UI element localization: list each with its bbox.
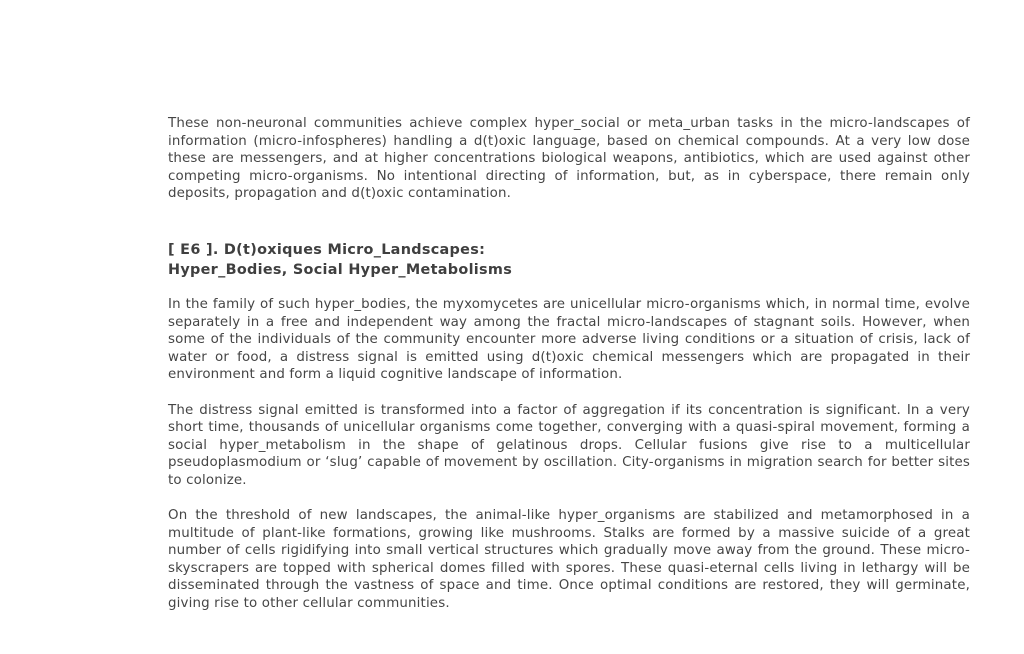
body-paragraph-2: The distress signal emitted is transformed into a factor of aggregation if its concentration is significant. In a very short time, thousands of unicellular organisms come together, converging with a quasi-spiral movement, forming a social hyper_metabolism in the shape of gelatinous drops. Cellular fusions give rise to a multicellular pseudoplasmodium or ‘slug’ capable of movement by oscillation. City-organisms in migration search for better sites to colonize. <box>168 402 970 488</box>
body-paragraph-1: In the family of such hyper_bodies, the myxomycetes are unicellular micro-organisms which, in normal time, evolve separately in a free and independent way among the fractal micro-landscapes of stagnant soils. However, when some of the individuals of the community encounter more adverse living conditions or a situation of crisis, lack of water or food, a distress signal is emitted using d(t)oxic chemical messengers which are propagated in their environment and form a liquid cognitive landscape of information. <box>168 296 970 383</box>
section-heading-line-1: [ E6 ]. D(t)oxiques Micro_Landscapes: <box>168 241 486 258</box>
section-heading-line-2: Hyper_Bodies, Social Hyper_Metabolisms <box>168 261 513 278</box>
text-column <box>168 115 970 613</box>
body-paragraph-3: On the threshold of new landscapes, the animal-like hyper_organisms are stabilized and metamorphosed in a multitude of plant-like formations, growing like mushrooms. Stalks are formed by a massive suicide of a great number of cells rigidifying into small vertical structures which gradually move away from the ground. These micro-skyscrapers are topped with spherical domes filled with spores. These quasi-eternal cells living in lethargy will be disseminated through the vastness of space and time. Once optimal conditions are restored, they will germinate, giving rise to other cellular communities. <box>168 508 970 612</box>
intro-paragraph: These non-neuronal communities achieve complex hyper_social or meta_urban tasks in the micro-landscapes of information (micro-infospheres) handling a d(t)oxic language, based on chemical compounds. At a very low dose these are messengers, and at higher concentrations biological weapons, antibiotics, which are used against other competing micro-organisms. No intentional directing of information, but, as in cyberspace, there remain only deposits, propagation and d(t)oxic contamination. <box>168 116 970 202</box>
section-heading <box>168 240 970 280</box>
